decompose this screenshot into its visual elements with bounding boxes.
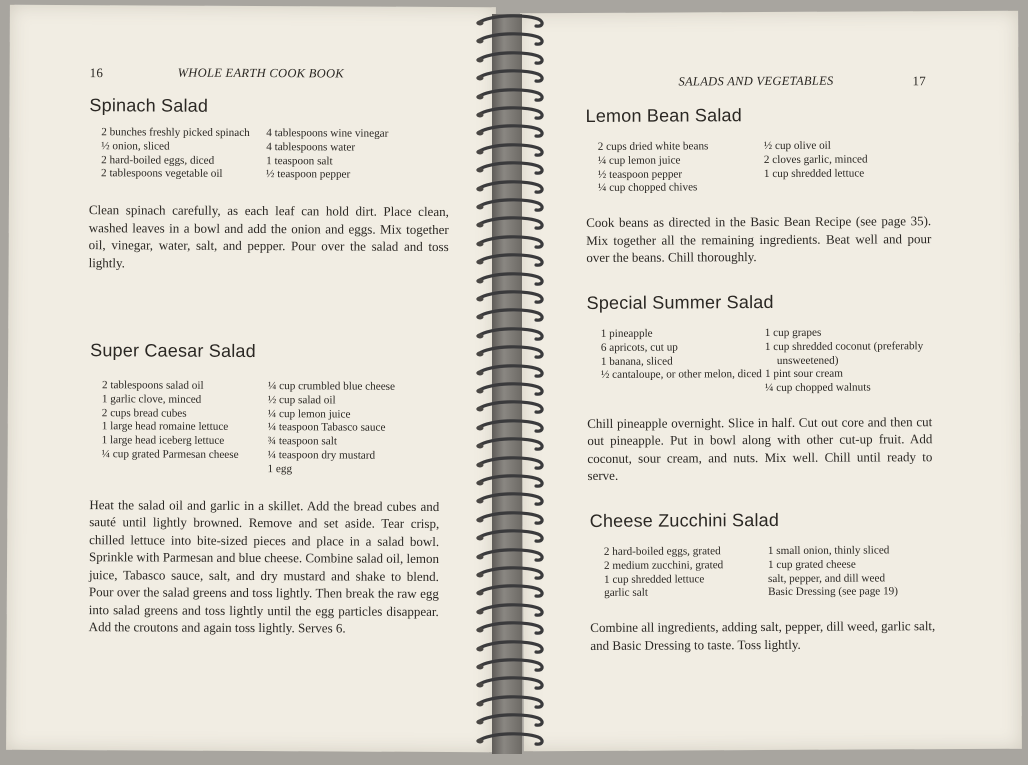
spiral-coil [470, 233, 560, 251]
spiral-coil [470, 509, 560, 527]
spiral-coil [470, 730, 560, 748]
right-page-number: 17 [912, 73, 927, 89]
spiral-coil [470, 417, 560, 435]
ingredient: Basic Dressing (see page 19) [768, 585, 898, 599]
ingredients [598, 139, 931, 196]
ingredient: 1 garlic clove, minced [101, 393, 202, 406]
ingredient: 4 tablespoons water [266, 140, 356, 154]
ingredient: ½ cup salad oil [267, 393, 336, 407]
ingredient: 2 medium zucchini, grated [603, 559, 724, 572]
ingredient: 1 cup grated cheese [767, 558, 856, 571]
spiral-coil [470, 159, 560, 177]
ingredient: 2 cups dried white beans [597, 140, 709, 153]
ingredient: ½ cantaloupe, or other melon, diced [600, 368, 762, 382]
spiral-coil [470, 711, 560, 729]
spiral-coil [470, 674, 560, 692]
spiral-coil [470, 380, 560, 398]
spiral-coil [470, 251, 560, 269]
spiral-coil [470, 601, 560, 619]
ingredient: ¼ cup chopped walnuts [765, 381, 871, 395]
spiral-coil [470, 343, 560, 361]
spiral-coil [470, 527, 560, 545]
spiral-coil [470, 325, 560, 343]
ingredient: ½ teaspoon pepper [266, 168, 351, 181]
spiral-coil [470, 270, 560, 288]
spiral-coil [470, 693, 560, 711]
ingredients-col1 [598, 140, 764, 196]
ingredients-col2 [765, 326, 925, 396]
ingredient: 2 hard-boiled eggs, diced [101, 153, 215, 167]
ingredient: 1 banana, sliced [600, 355, 673, 368]
ingredients [604, 544, 935, 601]
ingredient: salt, pepper, and dill weed [768, 571, 886, 585]
recipe-directions: Chill pineapple overnight. Slice in half. Cut out core and then cut out pineapple. Put in bowl along with other cut-up fruit. Add coconut, sour cream, and nuts. Mix well. Chill until ready to serve. [587, 414, 933, 484]
left-running-title: WHOLE EARTH COOK BOOK [177, 65, 345, 81]
ingredient: 1 pineapple [600, 327, 653, 340]
recipe-directions: Cook beans as directed in the Basic Bean Recipe (see page 35). Mix together all the remaining ingredients. Beat well and pour over the beans. Chill thoroughly. [586, 213, 932, 266]
ingredients-col2 [267, 380, 438, 477]
ingredient: ½ teaspoon pepper [597, 168, 683, 181]
right-page [520, 11, 1022, 752]
spiral-coil [470, 67, 560, 85]
recipe-directions: Combine all ingredients, adding salt, pepper, dill weed, garlic salt, and Basic Dressing to taste. Toss lightly. [590, 618, 936, 653]
recipe-cheese-zucchini-salad [590, 509, 936, 654]
spiral-coil [470, 214, 560, 232]
spiral-coil [470, 564, 560, 582]
ingredient: 2 tablespoons salad oil [101, 379, 204, 392]
ingredient: ¾ teaspoon salt [267, 435, 337, 448]
ingredient: 2 bunches freshly picked spinach [101, 126, 250, 139]
ingredients-col1 [604, 545, 768, 601]
spiral-coil [470, 178, 560, 196]
recipe-title: Cheese Zucchini Salad [589, 509, 780, 531]
ingredient: 1 large head iceberg lettuce [101, 434, 225, 448]
spiral-coil [470, 30, 560, 48]
ingredients-col1 [101, 379, 268, 476]
ingredients-col1 [101, 126, 266, 182]
ingredient: ¼ teaspoon Tabasco sauce [267, 421, 386, 435]
right-running-title: SALADS AND VEGETABLES [678, 73, 834, 89]
spiral-coil [470, 49, 560, 67]
recipe-lemon-bean-salad [586, 104, 932, 266]
left-page [6, 5, 496, 753]
ingredient: ¼ cup lemon juice [267, 407, 351, 421]
recipe-spinach-salad [89, 95, 450, 273]
spiral-coil [470, 288, 560, 306]
ingredient: 1 egg [267, 462, 293, 475]
spiral-coil [470, 196, 560, 214]
spiral-binding [470, 8, 560, 753]
spiral-coil [470, 306, 560, 324]
ingredient: 1 cup shredded lettuce [604, 572, 705, 586]
spiral-coil [470, 619, 560, 637]
spiral-coil [470, 435, 560, 453]
spiral-coil [470, 490, 560, 508]
left-running-head [10, 65, 496, 81]
ingredients [601, 326, 932, 397]
ingredient: 4 tablespoons wine vinegar [266, 127, 389, 140]
ingredient: 1 large head romaine lettuce [101, 420, 229, 434]
spiral-coil [470, 546, 560, 564]
ingredient: 2 hard-boiled eggs, grated [603, 545, 721, 558]
ingredient: ½ onion, sliced [101, 140, 170, 153]
ingredient: ½ cup olive oil [763, 139, 831, 153]
recipe-directions: Clean spinach carefully, as each leaf can hold dirt. Place clean, washed leaves in a bowl and add the onion and eggs. Mix together oil, vinegar, water, salt, and pepper. Pour over the salad and toss lightly. [88, 202, 449, 271]
ingredient: ¼ cup grated Parmesan cheese [101, 448, 239, 461]
ingredients-col2 [266, 127, 436, 183]
ingredient: 2 cups bread cubes [101, 406, 187, 420]
ingredients [101, 126, 449, 183]
ingredient: ¼ teaspoon dry mustard [267, 449, 376, 462]
spiral-coil [470, 582, 560, 600]
ingredient: 2 cloves garlic, minced [763, 153, 868, 166]
recipe-directions: Heat the salad oil and garlic in a skillet. Add the bread cubes and sauté until lightly browned. Remove and set aside. Tear crisp, chilled lettuce into bite-sized pieces and place in a salad bowl. Sprinkle with Parmesan and blue cheese. Combine salad oil, lemon juice, Tabasco sauce, salt, and dry mustard and shake to blend. Pour over the salad greens and toss lightly. Then break the raw egg into salad greens and toss lightly until the egg particles disappear. Add the croutons and again toss lightly. Serves 6. [88, 496, 440, 636]
ingredients-col2 [764, 139, 924, 195]
spiral-coil [470, 454, 560, 472]
recipe-super-caesar-salad [89, 340, 441, 637]
spiral-coil [470, 472, 560, 490]
spiral-coil [470, 86, 560, 104]
recipe-title: Special Summer Salad [586, 291, 774, 313]
left-page-number: 16 [89, 65, 104, 81]
recipe-special-summer-salad [587, 291, 933, 485]
right-running-head [520, 73, 1018, 89]
ingredient: 6 apricots, cut up [600, 341, 678, 354]
ingredient: 1 cup shredded coconut (preferably unsweetened) [764, 339, 924, 367]
ingredient: 1 cup grapes [764, 326, 822, 340]
ingredients [101, 379, 440, 477]
ingredient: 1 teaspoon salt [266, 154, 333, 168]
recipe-title: Super Caesar Salad [90, 340, 256, 362]
spiral-coil [470, 12, 560, 30]
ingredients-col1 [601, 327, 765, 397]
ingredient: 2 tablespoons vegetable oil [101, 167, 223, 181]
recipe-title: Spinach Salad [89, 95, 209, 116]
ingredient: ¼ cup crumbled blue cheese [267, 380, 396, 393]
spiral-coil [470, 122, 560, 140]
ingredient: 1 pint sour cream [764, 368, 843, 381]
ingredient: garlic salt [604, 587, 648, 600]
spiral-coil [470, 638, 560, 656]
ingredient: ¼ cup lemon juice [597, 154, 681, 167]
ingredient: ¼ cup chopped chives [597, 181, 698, 195]
spiral-coil [470, 141, 560, 159]
spiral-coil [470, 104, 560, 122]
ingredient: 1 cup shredded lettuce [763, 167, 865, 180]
ingredients-col2 [768, 544, 933, 600]
spiral-coil [470, 656, 560, 674]
spiral-coil [470, 398, 560, 416]
recipe-title: Lemon Bean Salad [585, 105, 742, 126]
ingredient: 1 small onion, thinly sliced [767, 544, 890, 558]
spiral-coil [470, 362, 560, 380]
